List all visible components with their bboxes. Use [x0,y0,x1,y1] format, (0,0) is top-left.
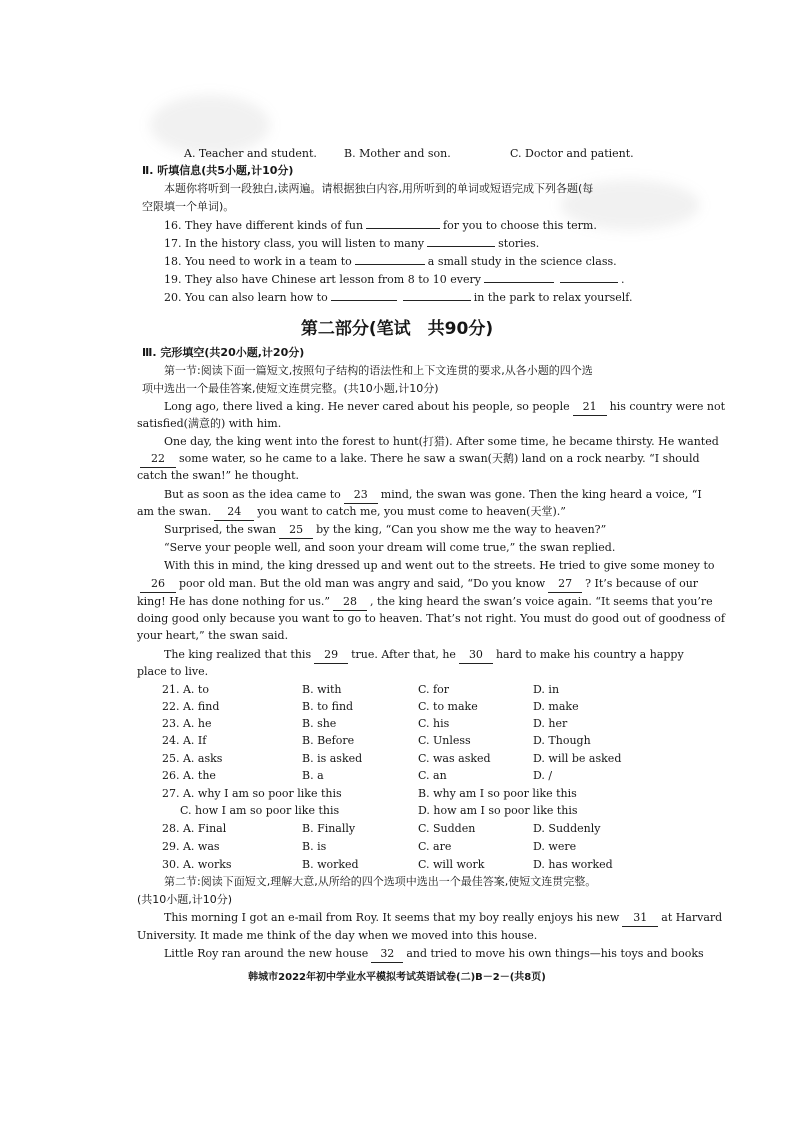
option-28a: 28. A. Final [162,822,227,835]
passage-line: 26 poor old man. But the old man was angry and said, “Do you know 27 ? It’s because of our [137,576,698,593]
option-24a: 24. A. If [162,734,207,747]
option-29a: 29. A. was [162,840,220,853]
option-28d: D. Suddenly [533,822,601,835]
option-22b: B. to find [302,700,354,713]
section3-sub1-instructions: 第一节:阅读下面一篇短文,按照句子结构的语法性和上下文连贯的要求,从各小题的四个选 [164,364,593,377]
passage-line: king! He has done nothing for us.” 28 , the king heard the swan’s voice again. “It seems that you’re [137,594,713,611]
option-27d: D. how am I so poor like this [418,804,578,817]
option-27b: B. why am I so poor like this [418,787,577,800]
passage-line: University. It made me think of the day when we moved into this house. [137,929,538,942]
question-19: 19. They also have Chinese art lesson from 8 to 10 every . [164,273,625,286]
option-23c: C. his [418,717,450,730]
question-20: 20. You can also learn how to in the park to relax yourself. [164,291,633,304]
option-29c: C. are [418,840,452,853]
option-29b: B. is [302,840,327,853]
passage-line: satisfied(满意的) with him. [137,417,282,430]
blank-31: 31 [622,910,658,927]
q15-option-b: B. Mother and son. [344,147,451,160]
passage-line: Surprised, the swan 25 by the king, “Can you show me the way to heaven?” [164,522,606,539]
option-26a: 26. A. the [162,769,216,782]
passage-line: Little Roy ran around the new house 32 and tried to move his own things—his toys and books [164,946,704,963]
option-27a: 27. A. why I am so poor like this [162,787,342,800]
page-footer: 韩城市2022年初中学业水平模拟考试英语试卷(二)B－2－(共8页) [248,972,546,983]
passage-line: This morning I got an e-mail from Roy. It seems that my boy really enjoys his new 31 at Harvard [164,910,722,927]
option-26b: B. a [302,769,324,782]
passage-line: 22 some water, so he came to a lake. There he saw a swan(天鹅) land on a rock nearby. “I should [137,451,700,468]
option-26c: C. an [418,769,447,782]
option-24d: D. Though [533,734,591,747]
passage-line: place to live. [137,665,209,678]
option-24c: C. Unless [418,734,471,747]
part2-title: 第二部分(笔试 共90分) [300,319,494,339]
option-22c: C. to make [418,700,478,713]
section2-instructions-cont: 空限填一个单词)。 [142,200,235,213]
option-29d: D. were [533,840,577,853]
passage-line: catch the swan!” he thought. [137,469,299,482]
section3-sub2-instructions: 第二节:阅读下面短文,理解大意,从所给的四个选项中选出一个最佳答案,使短文连贯完整。 [164,875,597,888]
passage-line: But as soon as the idea came to 23 mind, the swan was gone. Then the king heard a voice, “I [164,487,702,504]
section3-sub2-instructions-cont: (共10小题,计10分) [137,893,233,906]
passage-line: Long ago, there lived a king. He never cared about his people, so people 21 his country were not [164,399,725,416]
option-28b: B. Finally [302,822,356,835]
q15-option-c: C. Doctor and patient. [510,147,634,160]
option-27c: C. how I am so poor like this [180,804,340,817]
option-25b: B. is asked [302,752,363,765]
option-24b: B. Before [302,734,355,747]
passage-line: your heart,” the swan said. [137,629,289,642]
option-22d: D. make [533,700,579,713]
option-28c: C. Sudden [418,822,476,835]
option-23d: D. her [533,717,568,730]
question-18: 18. You need to work in a team to a small study in the science class. [164,255,617,268]
option-25c: C. was asked [418,752,491,765]
option-30b: B. worked [302,858,359,871]
blank-21: 21 [573,399,607,416]
question-17: 17. In the history class, you will listen to many stories. [164,237,540,250]
section3-sub1-instructions-cont: 项中选出一个最佳答案,使短文连贯完整。(共10小题,计10分) [142,382,439,395]
blank-32: 32 [371,946,403,963]
option-21b: B. with [302,683,342,696]
passage-line: “Serve your people well, and soon your dream will come true,” the swan replied. [164,541,616,554]
option-21c: C. for [418,683,449,696]
passage-line: One day, the king went into the forest to hunt(打猎). After some time, he became thirsty. He wanted [164,435,719,448]
option-26d: D. / [533,769,553,782]
blank-25: 25 [279,522,313,539]
blank-22: 22 [140,451,176,468]
question-16: 16. They have different kinds of fun for you to choose this term. [164,219,597,232]
blank-29: 29 [314,647,348,664]
passage-line: doing good only because you want to go to heaven. That’s not right. You must do good out of goodness of [137,612,725,625]
blank-30: 30 [459,647,493,664]
option-21d: D. in [533,683,560,696]
option-25d: D. will be asked [533,752,622,765]
blank-23: 23 [344,487,378,504]
option-30a: 30. A. works [162,858,232,871]
option-21a: 21. A. to [162,683,209,696]
passage-line: am the swan. 24 you want to catch me, you must come to heaven(天堂).” [137,504,566,521]
option-22a: 22. A. find [162,700,220,713]
blank-27: 27 [548,576,582,593]
option-30d: D. has worked [533,858,613,871]
blank-24: 24 [214,504,254,521]
option-23b: B. she [302,717,337,730]
q15-option-a: A. Teacher and student. [184,147,317,160]
blank-28: 28 [333,594,367,611]
blank-26: 26 [140,576,176,593]
passage-line: With this in mind, the king dressed up and went out to the streets. He tried to give some money to [164,559,715,572]
option-23a: 23. A. he [162,717,212,730]
option-30c: C. will work [418,858,485,871]
section2-instructions: 本题你将听到一段独白,读两遍。请根据独白内容,用所听到的单词或短语完成下列各题(每 [164,182,594,195]
option-25a: 25. A. asks [162,752,223,765]
section3-heading: Ⅲ. 完形填空(共20小题,计20分) [142,346,305,359]
passage-line: The king realized that this 29 true. After that, he 30 hard to make his country a happy [164,647,684,664]
section2-heading: Ⅱ. 听填信息(共5小题,计10分) [142,164,294,177]
